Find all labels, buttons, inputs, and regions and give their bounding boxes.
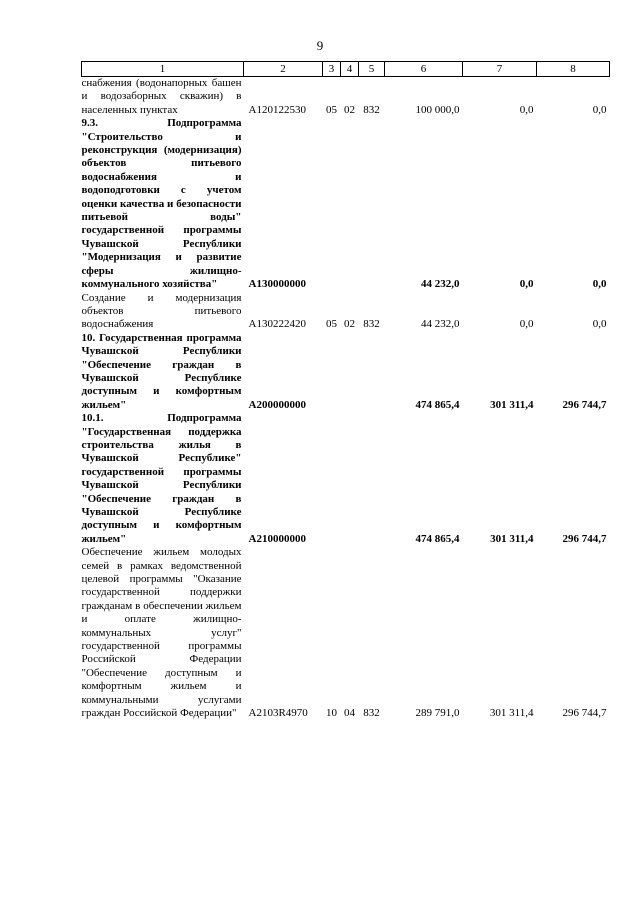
column-number: 2 [244, 62, 323, 77]
table-row [82, 77, 610, 118]
amount-col-6: 474 865,4 [415, 398, 460, 411]
table-row [82, 292, 610, 332]
amount-col-7: 0,0 [519, 318, 534, 331]
budget-table [81, 61, 610, 721]
amount-col-6: 44 232,0 [421, 318, 460, 331]
amount-col-7: 0,0 [519, 278, 534, 291]
column-number: 1 [82, 62, 244, 77]
target-code: А120122530 [248, 103, 306, 116]
column-number: 6 [385, 62, 463, 77]
amount-col-6: 474 865,4 [415, 532, 460, 545]
amount-col-8: 0,0 [592, 318, 607, 331]
amount-col-7: 0,0 [519, 103, 534, 116]
subsection-code: 04 [344, 707, 355, 720]
row-name: 9.3. Подпрограмма "Строительство и реконструкция (модернизация) объектов питьевого водоснабжения и водоподготовки с учетом оценки качества и безопасности питьевой воды" государственной программы Чувашской Республики "Модернизация и развитие сферы жилищно-коммунального хозяйства" [81, 117, 242, 291]
row-name: 10. Государственная программа Чувашской Республики "Обеспечение граждан в Чувашской Республике доступным и комфортным жильем" [81, 331, 242, 411]
target-code: А130222420 [248, 318, 306, 331]
expense-type-code [359, 117, 385, 291]
subsection-code [341, 332, 359, 412]
row-name: Обеспечение жильем молодых семей в рамках ведомственной целевой программы "Оказание государственной поддержки гражданам в обеспечении жильем и оплате жилищно-коммунальных услуг" государственной программы Российской Федерации "Обеспечение доступным и комфортным жильем и коммунальными услугами граждан Российской Федерации" [81, 546, 242, 720]
section-code [323, 117, 341, 291]
column-number: 5 [359, 62, 385, 77]
section-code [323, 332, 341, 412]
section-code: 10 [326, 707, 337, 720]
amount-col-6: 289 791,0 [415, 707, 460, 720]
amount-col-6: 100 000,0 [415, 103, 460, 116]
amount-col-6: 44 232,0 [421, 278, 460, 291]
subsection-code [341, 412, 359, 546]
target-code: А130000000 [248, 278, 306, 291]
amount-col-7: 301 311,4 [489, 707, 534, 720]
row-name: 10.1. Подпрограмма "Государственная поддержка строительства жилья в Чувашской Республике" государственной программы Чувашской Республики "Обеспечение граждан в Чувашской Республике доступным и комфортным жильем" [81, 412, 242, 545]
subsection-code: 02 [344, 103, 355, 116]
expense-type-code [359, 412, 385, 546]
section-code [323, 412, 341, 546]
expense-type-code: 832 [363, 103, 380, 116]
amount-col-8: 296 744,7 [562, 532, 607, 545]
table-row [82, 332, 610, 412]
expense-type-code [359, 332, 385, 412]
subsection-code: 02 [344, 318, 355, 331]
amount-col-7: 301 311,4 [490, 532, 534, 545]
section-code: 05 [326, 103, 337, 116]
amount-col-8: 296 744,7 [562, 707, 607, 720]
amount-col-8: 0,0 [592, 278, 607, 291]
expense-type-code: 832 [363, 707, 380, 720]
column-number: 8 [537, 62, 610, 77]
column-number: 7 [463, 62, 537, 77]
target-code: А200000000 [248, 398, 306, 411]
table-row [82, 412, 610, 546]
section-code: 05 [326, 318, 337, 331]
column-number: 4 [341, 62, 359, 77]
page-number: 9 [316, 38, 324, 53]
row-name: Создание и модернизация объектов питьевого водоснабжения [81, 291, 242, 331]
amount-col-7: 301 311,4 [490, 398, 534, 411]
column-number: 3 [323, 62, 341, 77]
table-row [82, 117, 610, 291]
amount-col-8: 0,0 [592, 103, 607, 116]
amount-col-8: 296 744,7 [562, 398, 607, 411]
subsection-code [341, 117, 359, 291]
target-code: А210000000 [248, 532, 306, 545]
expense-type-code: 832 [363, 318, 380, 331]
row-name: снабжения (водонапорных башен и водозаборных скважин) в населенных пунктах [81, 77, 242, 116]
table-row [82, 546, 610, 720]
column-number-row [82, 62, 610, 77]
target-code: А2103R4970 [248, 707, 308, 720]
